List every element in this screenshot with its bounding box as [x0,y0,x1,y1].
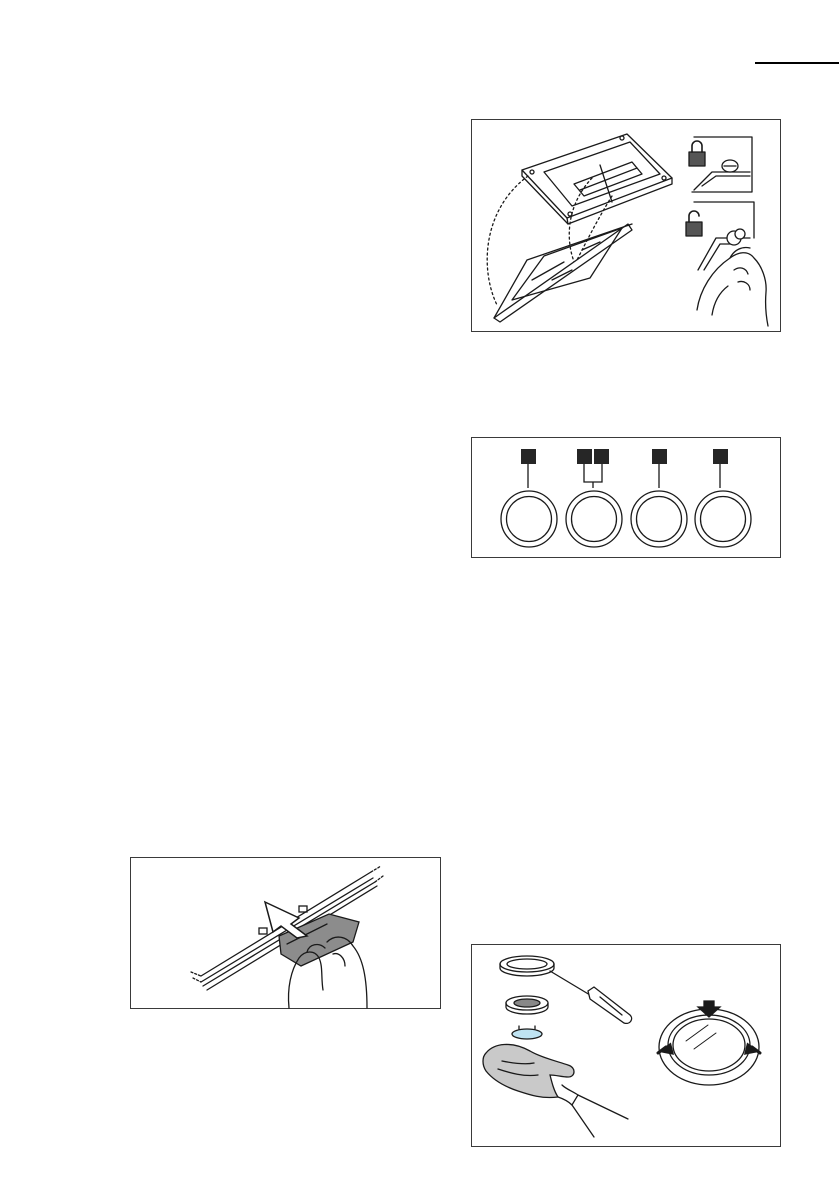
lamp-ring-icon [659,1009,759,1085]
lamp-connector-lines [528,464,720,488]
page-corner-rule [755,62,839,64]
lamp-circle-icon [501,491,557,547]
lamp-circle-icon [631,491,687,547]
lamp-circle-icon [695,491,751,547]
lamp-cover-icon [500,956,554,976]
drip-tray-figure [130,857,441,1009]
hand-icon [697,247,768,326]
arm-icon [572,1095,628,1137]
lamp-circle-icon [566,491,622,547]
lamp-holder-icon [506,996,548,1014]
screwdriver-icon [550,971,632,1023]
lamp-replacement-figure [471,944,781,1147]
glass-bulb-icon [512,1026,542,1039]
lamp-positions-figure [471,437,781,558]
glove-icon [483,1044,578,1105]
grease-filter-icon [494,224,632,322]
hood-panel-icon [522,134,672,224]
lock-open-icon [686,202,754,270]
lock-closed-icon [689,137,752,192]
grease-filter-figure [471,119,781,332]
